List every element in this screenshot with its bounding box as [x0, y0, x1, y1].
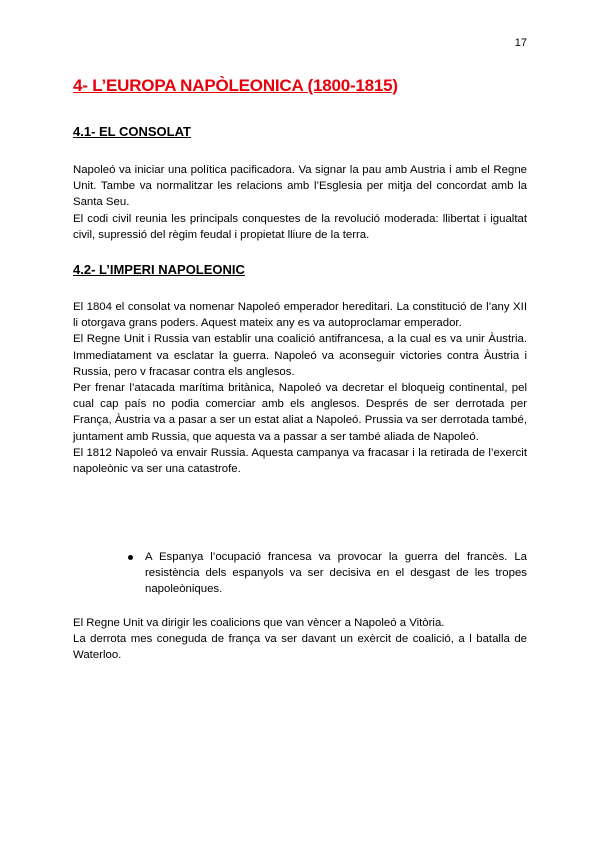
page-number: 17: [514, 37, 527, 49]
section-imperi-closing: [73, 615, 527, 664]
section-heading-imperi: 4.2- L’IMPERI NAPOLEONIC: [73, 262, 245, 277]
section-imperi-body: [73, 299, 527, 477]
paragraph: El codi civil reunia les principals conquestes de la revolució moderada: llibertat i igualtat civil, supressió del règim feudal i propietat lliure de la terra.: [73, 212, 527, 241]
chapter-title: 4- L’EUROPA NAPÒLEONICA (1800-1815): [73, 76, 398, 95]
section-consolat-body: [73, 162, 527, 243]
paragraph: El 1804 el consolat va nomenar Napoleó emperador hereditari. La constitució de l’any XII li otorgava grans poders. Aquest mateix any es va autoproclamar emperador.: [73, 301, 527, 330]
bullet-list: [127, 549, 527, 598]
bullet-dot-icon: [128, 555, 133, 560]
list-item-text: A Espanya l’ocupació francesa va provocar la guerra del francès. La resistència dels espanyols va ser decisiva en el desgast de les tropes napoleòniques.: [145, 551, 527, 596]
paragraph: El 1812 Napoleó va envair Russia. Aquesta campanya va fracasar i la retirada de l’exercit napoleònic va ser una catastrofe.: [73, 446, 527, 476]
list-item: [127, 549, 527, 598]
paragraph: Napoleó va iniciar una política pacificadora. Va signar la pau amb Austria i amb el Regne Unit. Tambe va normalitzar les relacions amb l’Esglesia per mitja del concordat amb la Santa Seu.: [73, 164, 527, 209]
paragraph: El Regne Unit i Russia van establir una coalició antifrancesa, a la cual es va unir Àustria. Immediatament va esclatar la guerra. Napoleó va aconseguir victories contra Àustria i Russia, pero v fracasar contra els anglesos.: [73, 333, 527, 378]
paragraph: Per frenar l’atacada marítima britànica, Napoleó va decretar el bloqueig continental, pel cual cap país no podia comerciar amb els anglesos. Després de ser derrotada per França, Àustria va a pasar a ser un estat aliat a Napoleó. Prussia va ser derrotada també, juntament amb Russia, que aquesta va a passar a ser també aliada de Napoleó.: [73, 382, 527, 443]
paragraph: El Regne Unit va dirigir les coalicions que van vèncer a Napoleó a Vitòria.: [73, 617, 445, 629]
paragraph: La derrota mes coneguda de frança va ser davant un exèrcit de coalició, a l batalla de Waterloo.: [73, 633, 527, 662]
section-heading-consolat: 4.1- EL CONSOLAT: [73, 124, 191, 139]
